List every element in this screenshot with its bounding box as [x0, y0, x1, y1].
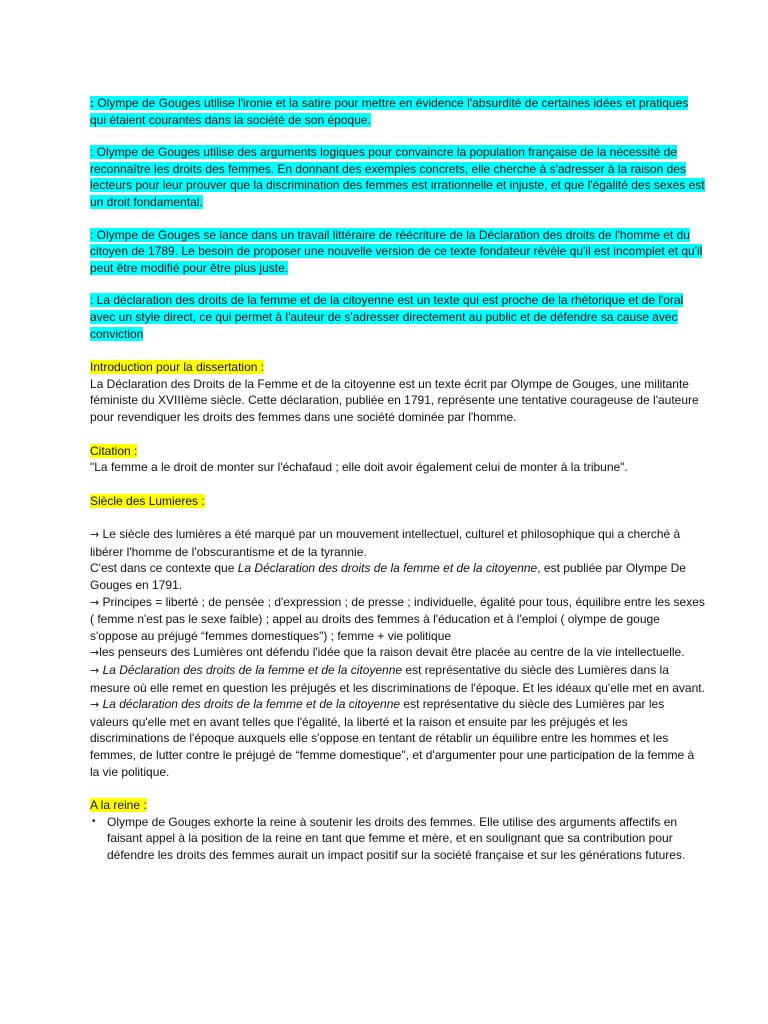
arrow-icon: → — [90, 528, 100, 542]
reine-list — [90, 814, 706, 864]
lumieres-p4: →les penseurs des Lumières ont défendu l'idée que la raison devait être placée au centre de la vie intellectuelle. — [90, 645, 685, 660]
arrow-icon: → — [90, 698, 100, 712]
lumieres-p2: C'est dans ce contexte que La Déclaration des droits de la femme et de la citoyenne, est publiée par Olympe De Gouges en 1791. — [90, 561, 686, 593]
citation-text: "La femme a le droit de monter sur l'échafaud ; elle doit avoir également celui de monter à la tribune". — [90, 460, 628, 475]
arrow-icon: → — [90, 664, 100, 678]
cyan-paragraph-reecriture — [90, 227, 706, 277]
citation-heading: Citation : — [90, 443, 138, 458]
cyan-paragraph-rhetorique — [90, 292, 706, 342]
arrow-icon: → — [90, 595, 100, 609]
cyan-paragraph-ironie — [90, 95, 706, 128]
paragraph-text: Olympe de Gouges utilise l'ironie et la satire pour mettre en évidence l'absurdité de certaines idées et pratiques qui étaient courantes dans la société de son époque. — [90, 96, 689, 127]
reine-heading: A la reine : — [90, 798, 147, 813]
lumieres-p6: → La déclaration des droits de la femme et de la citoyenne est représentative du siècle des Lumières par les valeurs qu'elle met en avant telles que l'égalité, la liberté et la raison et ensuite par les préjugés et les discriminations de l'époque auxquels elle s'oppose en tentant de rétablir un équilibre entre les hommes et les femmes, de lutter contre le préjugé de “femme domestique", et d'argumenter pour une participation de la femme à la vie politique. — [90, 697, 695, 779]
lumieres-p1: → Le siècle des lumières a été marqué par un mouvement intellectuel, culturel et philosophique qui a cherché à libérer l'homme de l'obscurantisme et de la tyrannie. — [90, 527, 681, 559]
arrow-icon: → — [90, 646, 100, 660]
paragraph-text: : La déclaration des droits de la femme et de la citoyenne est un texte qui est proche de la rhétorique et de l'oral avec un style direct, ce qui permet à l'auteur de s'adresser directement au public et de défendre sa cause avec conviction — [90, 293, 684, 341]
cyan-paragraph-arguments — [90, 144, 706, 210]
intro-text: La Déclaration des Droits de la Femme et de la citoyenne est un texte écrit par Olympe de Gouges, une militante féministe du XVIIIème siècle. Cette déclaration, publiée en 1791, représente une tentative courageuse de l'auteure pour revendiquer les droits des femmes dans une société dominée par l'homme. — [90, 376, 699, 424]
paragraph-text: : Olympe de Gouges se lance dans un travail littéraire de réécriture de la Déclaration des droits de l'homme et du citoyen de 1789. Le besoin de proposer une nouvelle version de ce texte fondateur révèle qu'il est incomplet et qu'il peut être modifié pour être plus juste. — [90, 227, 703, 275]
lumieres-heading: Siècle des Lumieres : — [90, 493, 205, 508]
bullet-icon: • — [92, 815, 96, 827]
intro-heading: Introduction pour la dissertation : — [90, 360, 265, 375]
lumieres-p3: → Principes = liberté ; de pensée ; d'expression ; de presse ; individuelle, égalité pour tous, équilibre entre les sexes ( femme n'est pas le sexe faible) ; appel au droits des femmes à l'éducation et à l'emploi ( olympe de gouge s'oppose au préjugé “femmes domestiques") ; femme + vie politique — [90, 594, 705, 643]
paragraph-lead-colon: : — [90, 96, 94, 110]
paragraph-text: : Olympe de Gouges utilise des arguments logiques pour convaincre la population française de la nécessité de reconnaître les droits des femmes. En donnant des exemples concrets, elle cherche à s'adresser à la raison des lecteurs pour leur prouver que la discrimination des femmes est irrationnelle et injuste, et que l'égalité des sexes est un droit fondamental. — [90, 145, 705, 209]
lumieres-p5: → La Déclaration des droits de la femme et de la citoyenne est représentative du siècle des Lumières dans la mesure où elle remet en question les préjugés et les discriminations de l'époque. Et les idéaux qu'elle met en avant. — [90, 663, 705, 695]
list-item: • Olympe de Gouges exhorte la reine à soutenir les droits des femmes. Elle utilise des arguments affectifs en faisant appel à la position de la reine en tant que femme et mère, et en soulignant que sa contribution pour défendre les droits des femmes aurait un impact positif sur la société française et sur les générations futures. — [92, 814, 686, 862]
